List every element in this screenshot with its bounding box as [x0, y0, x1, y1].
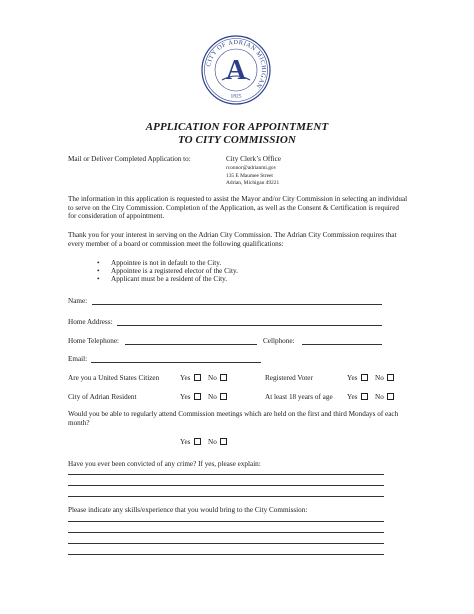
- form-title-line-1: APPLICATION FOR APPOINTMENT: [145, 121, 329, 133]
- convicted-answer-line[interactable]: [68, 485, 384, 486]
- skills-question: Please indicate any skills/experience that you would bring to the City Commission:: [68, 506, 308, 514]
- no-label: No: [208, 438, 217, 446]
- us-citizen-yes-checkbox[interactable]: [194, 374, 201, 381]
- yes-label: Yes: [180, 374, 191, 382]
- convicted-answer-line[interactable]: [68, 474, 384, 475]
- age-18-no-checkbox[interactable]: [387, 393, 394, 400]
- home-telephone-label: Home Telephone:: [68, 337, 120, 345]
- attend-meetings-question: Would you be able to regularly attend Commission meetings which are held on the first and third Mondays of each month?: [68, 410, 399, 427]
- yes-label: Yes: [347, 393, 358, 401]
- registered-voter-no-checkbox[interactable]: [387, 374, 394, 381]
- svg-text:CITY OF ADRIAN MICHIGAN: CITY OF ADRIAN MICHIGAN: [205, 38, 268, 90]
- skills-answer-line[interactable]: [68, 554, 384, 555]
- qualification-item: • Applicant must be a resident of the City.: [97, 275, 238, 283]
- attend-yes-checkbox[interactable]: [194, 438, 201, 445]
- city-seal-logo: [200, 34, 272, 106]
- clerk-office: City Clerk’s Office: [226, 155, 281, 163]
- age-18-question: At least 18 years of age: [265, 393, 333, 401]
- cellphone-field[interactable]: [302, 344, 382, 345]
- qualification-item: • Appointee is a registered elector of the City.: [97, 267, 238, 275]
- name-label: Name:: [68, 297, 88, 305]
- yes-label: Yes: [180, 438, 191, 446]
- name-field[interactable]: [92, 304, 382, 305]
- clerk-city: Adrian, Michigan 49221: [226, 180, 280, 186]
- clerk-email: rconnor@adrianmi.gov: [226, 165, 277, 171]
- cellphone-label: Cellphone:: [263, 337, 295, 345]
- intro-paragraph: The information in this application is requested to assist the Mayor and/or City Commission in selecting an individual to serve on the City Commission. Completion of the Application, as well as the Consent & Certification is required for consideration of appointment.: [68, 195, 408, 221]
- adrian-resident-question: City of Adrian Resident: [68, 393, 137, 401]
- attend-no-checkbox[interactable]: [220, 438, 227, 445]
- qualification-item: • Appointee is not in default to the City.: [97, 259, 238, 267]
- convicted-answer-line[interactable]: [68, 496, 384, 497]
- mail-label: Mail or Deliver Completed Application to:: [68, 155, 191, 163]
- email-label: Email:: [68, 355, 88, 363]
- svg-text:1825: 1825: [230, 93, 242, 100]
- skills-answer-line[interactable]: [68, 543, 384, 544]
- no-label: No: [375, 393, 384, 401]
- form-title-line-2: TO CITY COMMISSION: [178, 134, 296, 146]
- convicted-question: Have you ever been convicted of any crime? If yes, please explain:: [68, 460, 261, 468]
- svg-text:A: A: [225, 55, 247, 86]
- us-citizen-no-checkbox[interactable]: [220, 374, 227, 381]
- no-label: No: [208, 393, 217, 401]
- yes-label: Yes: [180, 393, 191, 401]
- clerk-street: 135 E Maumee Street: [226, 172, 273, 179]
- age-18-yes-checkbox[interactable]: [361, 393, 368, 400]
- adrian-resident-yes-checkbox[interactable]: [194, 393, 201, 400]
- adrian-resident-no-checkbox[interactable]: [220, 393, 227, 400]
- thanks-paragraph: Thank you for your interest in serving on the Adrian City Commission. The Adrian City Commission requires that every member of a board or commission meet the following qualifications:: [68, 231, 397, 248]
- email-field[interactable]: [91, 362, 261, 363]
- skills-answer-line[interactable]: [68, 521, 384, 522]
- home-address-field[interactable]: [117, 325, 382, 326]
- us-citizen-question: Are you a United States Citizen: [68, 374, 160, 382]
- no-label: No: [208, 374, 217, 382]
- qualifications-list: [97, 259, 238, 284]
- skills-answer-line[interactable]: [68, 532, 384, 533]
- home-address-label: Home Address:: [68, 318, 113, 326]
- registered-voter-question: Registered Voter: [265, 374, 313, 382]
- yes-label: Yes: [347, 374, 358, 382]
- home-telephone-field[interactable]: [125, 344, 257, 345]
- no-label: No: [375, 374, 384, 382]
- registered-voter-yes-checkbox[interactable]: [361, 374, 368, 381]
